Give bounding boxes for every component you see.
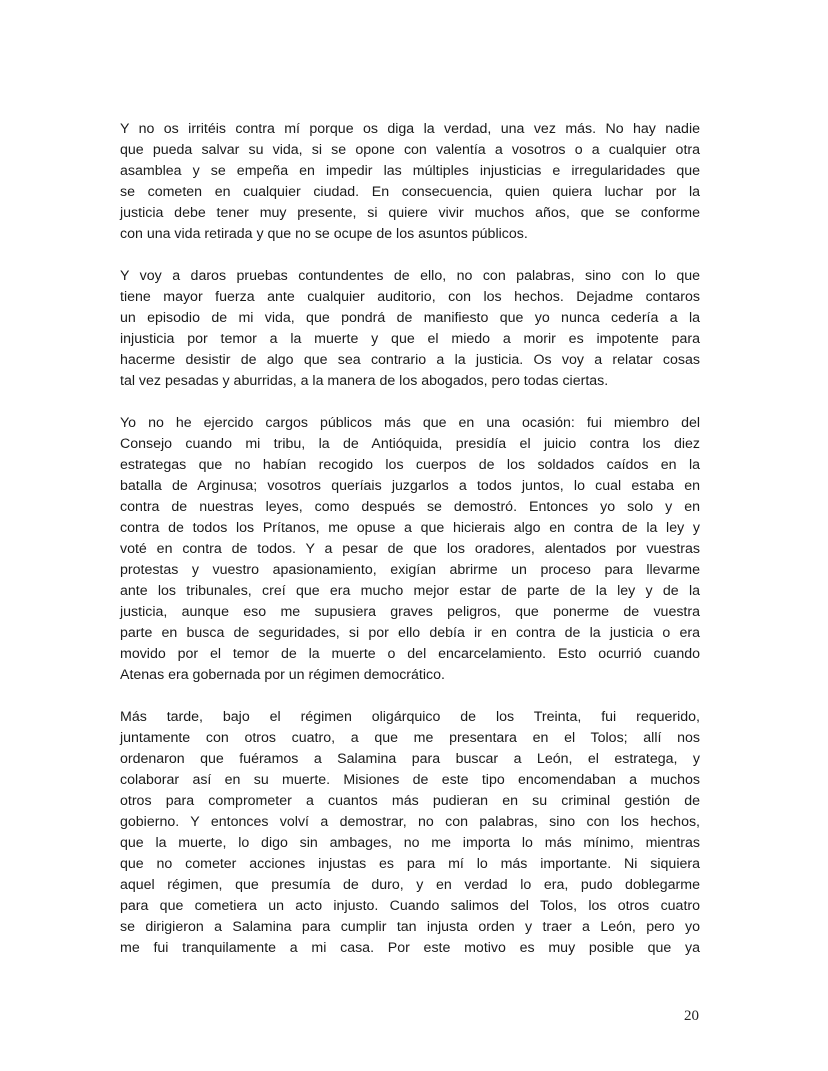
text-line: contra de todos los Prítanos, me opuse a que hicierais algo en contra de la ley y [120, 520, 700, 536]
text-line: colaborar así en su muerte. Misiones de este tipo encomendaban a muchos [120, 772, 700, 788]
paragraph [120, 707, 700, 959]
text-line: un episodio de mi vida, que pondrá de manifiesto que yo nunca cedería a la [120, 310, 700, 326]
body-text [120, 119, 700, 980]
text-line: estrategas que no habían recogido los cuerpos de los soldados caídos en la [120, 457, 700, 473]
text-line: Atenas era gobernada por un régimen democrático. [120, 667, 445, 683]
text-line: se dirigieron a Salamina para cumplir tan injusta orden y traer a León, pero yo [120, 919, 700, 935]
text-line: parte en busca de seguridades, si por ello debía ir en contra de la justicia o era [120, 625, 700, 641]
text-line: contra de nuestras leyes, como después se demostró. Entonces yo solo y en [120, 499, 700, 515]
text-line: con una vida retirada y que no se ocupe de los asuntos públicos. [120, 226, 528, 242]
text-line: otros para comprometer a cuantos más pudieran en su criminal gestión de [120, 793, 700, 809]
text-line: ordenaron que fuéramos a Salamina para buscar a León, el estratega, y [120, 751, 700, 767]
text-line: Y no os irritéis contra mí porque os diga la verdad, una vez más. No hay nadie [120, 121, 700, 137]
text-line: Yo no he ejercido cargos públicos más que en una ocasión: fui miembro del [120, 415, 700, 431]
text-line: Y voy a daros pruebas contundentes de ello, no con palabras, sino con lo que [120, 268, 700, 284]
paragraph [120, 266, 700, 392]
text-line: voté en contra de todos. Y a pesar de que los oradores, alentados por vuestras [120, 541, 700, 557]
text-line: tal vez pesadas y aburridas, a la manera de los abogados, pero todas ciertas. [120, 373, 609, 389]
paragraph [120, 119, 700, 245]
text-line: ante los tribunales, creí que era mucho mejor estar de parte de la ley y de la [120, 583, 700, 599]
text-line: batalla de Arginusa; vosotros queríais juzgarlos a todos juntos, lo cual estaba en [120, 478, 700, 494]
text-line: que no cometer acciones injustas es para mí lo más importante. Ni siquiera [120, 856, 700, 872]
text-line: Más tarde, bajo el régimen oligárquico de los Treinta, fui requerido, [120, 709, 700, 725]
text-line: asamblea y se empeña en impedir las múltiples injusticias e irregularidades que [120, 163, 700, 179]
text-line: justicia, aunque eso me supusiera graves peligros, que ponerme de vuestra [120, 604, 700, 620]
text-line: aquel régimen, que presumía de duro, y en verdad lo era, pudo doblegarme [120, 877, 700, 893]
text-line: gobierno. Y entonces volví a demostrar, no con palabras, sino con los hechos, [120, 814, 700, 830]
text-line: justicia debe tener muy presente, si quiere vivir muchos años, que se conforme [120, 205, 700, 221]
paragraph [120, 413, 700, 686]
text-line: que la muerte, lo digo sin ambages, no me importa lo más mínimo, mientras [120, 835, 700, 851]
text-line: que pueda salvar su vida, si se opone con valentía a vosotros o a cualquier otra [120, 142, 700, 158]
text-line: tiene mayor fuerza ante cualquier auditorio, con los hechos. Dejadme contaros [120, 289, 700, 305]
text-line: Consejo cuando mi tribu, la de Antióquida, presidía el juicio contra los diez [120, 436, 700, 452]
text-line: protestas y vuestro apasionamiento, exigían abrirme un proceso para llevarme [120, 562, 700, 578]
text-line: movido por el temor de la muerte o del encarcelamiento. Esto ocurrió cuando [120, 646, 700, 662]
page-number: 20 [684, 1008, 699, 1024]
text-line: juntamente con otros cuatro, a que me presentara en el Tolos; allí nos [120, 730, 700, 746]
text-line: para que cometiera un acto injusto. Cuando salimos del Tolos, los otros cuatro [120, 898, 700, 914]
text-line: se cometen en cualquier ciudad. En consecuencia, quien quiera luchar por la [120, 184, 700, 200]
text-line: me fui tranquilamente a mi casa. Por este motivo es muy posible que ya [120, 940, 700, 956]
text-line: injusticia por temor a la muerte y que el miedo a morir es impotente para [120, 331, 700, 347]
text-line: hacerme desistir de algo que sea contrario a la justicia. Os voy a relatar cosas [120, 352, 700, 368]
